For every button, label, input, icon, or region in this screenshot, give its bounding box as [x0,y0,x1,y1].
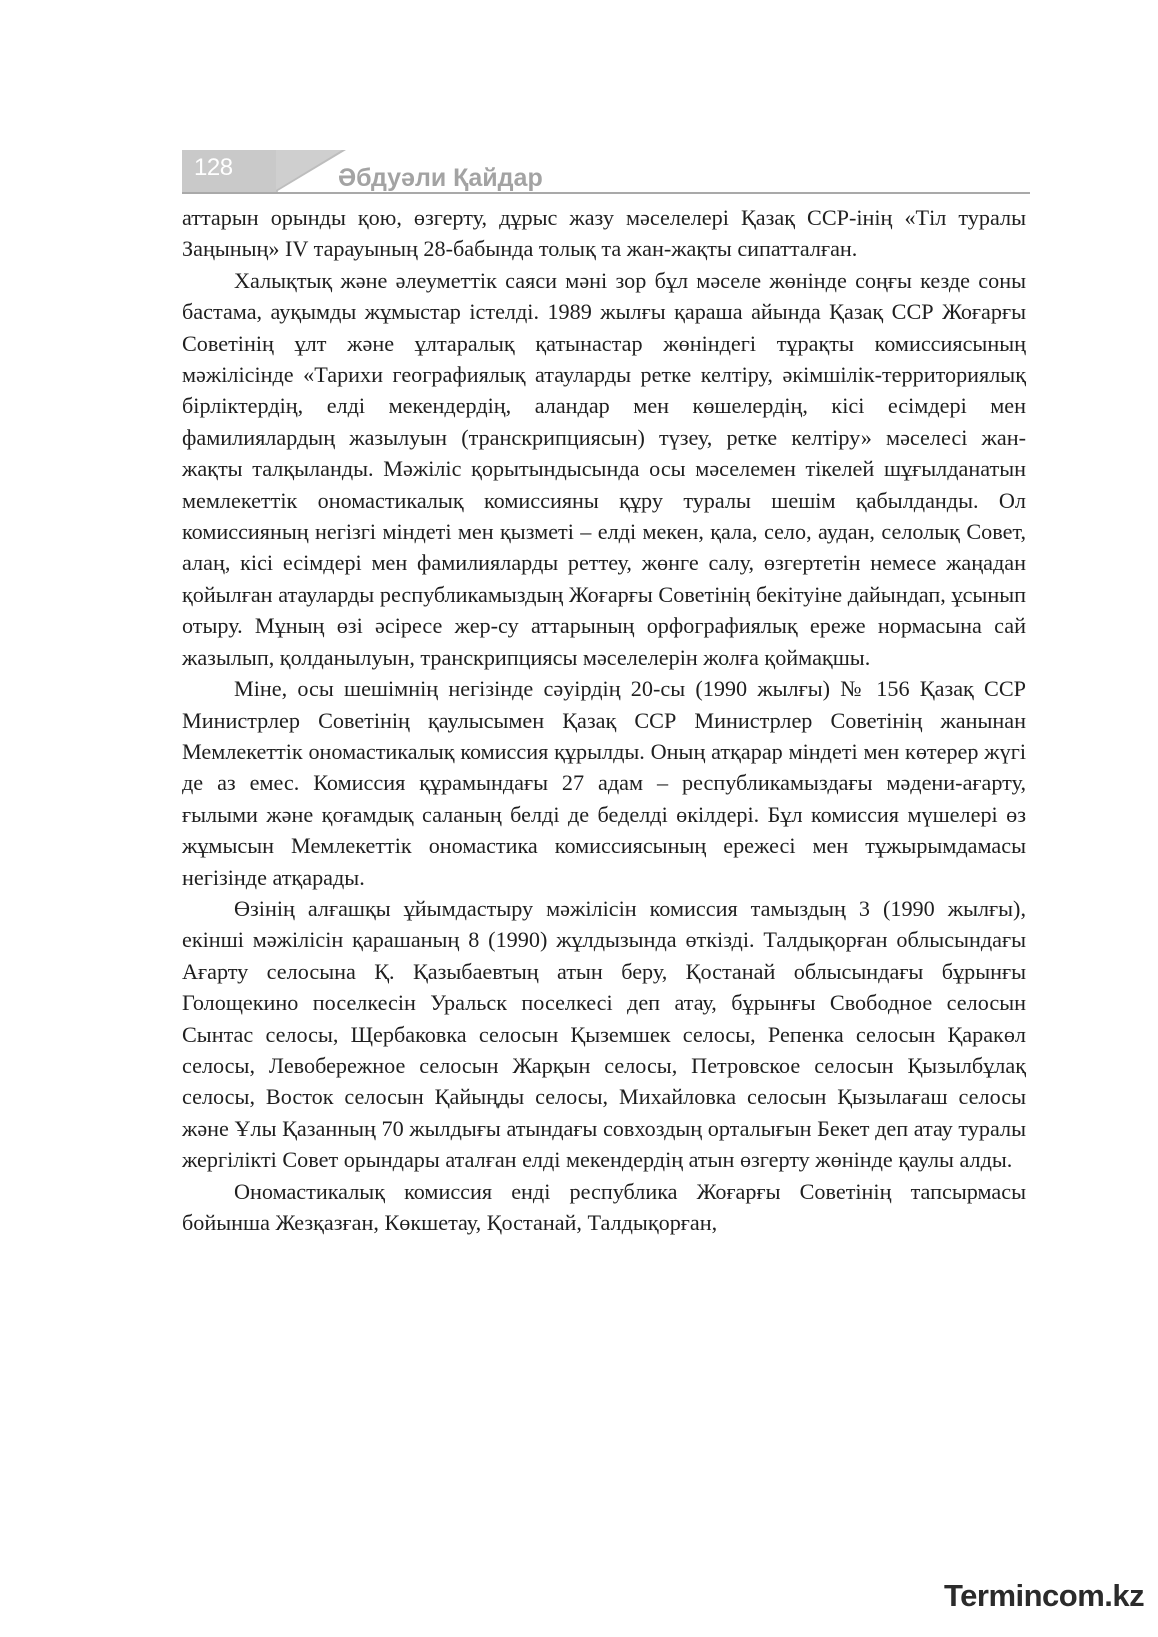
paragraph: Халықтық және әлеуметтік саяси мәні зор бұл мәселе жөнінде соңғы кезде соны бастама, ауқымды жұмыстар істелді. 1989 жылғы қараша айында Қазақ ССР Жоғарғы Советінің ұлт және ұлтаралық қатынастар жөніндегі тұрақты комиссиясының мәжілісінде «Тарихи географиялық атауларды ретке келтіру, әкімшілік-территориялық бірліктердің, елді мекендердің, аландар мен көшелердің, кісі есімдері мен фамилиялардың жазылуын (транскрипциясын) түзеу, ретке келтіру» мәселесі жан-жақты талқыланды. Мәжіліс қорытындысында осы мәселемен тікелей шұғылданатын мемлекеттік ономастикалық комиссияны құру туралы шешім қабылданды. Ол комиссияның негізгі міндеті мен қызметі – елді мекен, қала, село, аудан, селолық Совет, алаң, кісі есімдері мен фамилияларды реттеу, жөнге салу, өзгертетін немесе жаңадан қойылған атауларды республикамыздың Жоғарғы Советінің бекітуіне дайындап, ұсынып отыру. Мұның өзі әсіресе жер-су аттарының орфографиялық ереже нормасына сай жазылып, қолданылуын, транскрипциясы мәселелерін жолға қоймақшы. [182,267,1026,670]
paragraph-continuation: аттарын орынды қою, өзгерту, дұрыс жазу мәселелері Қазақ ССР-інің «Тіл туралы Заңының» IV тарауының 28-бабында толық та жан-жақты сипатталған. [182,205,1026,262]
header-triangle-inner-decoration [276,150,342,190]
body-text [182,202,1026,1238]
page-header [182,150,1030,196]
paragraph: Өзінің алғашқы ұйымдастыру мәжілісін комиссия тамыздың 3 (1990 жылғы), екінші мәжілісін қарашаның 8 (1990) жұлдызында өткізді. Талдықорған облысындағы Ағарту селосына Қ. Қазыбаевтың атын беру, Қостанай облысындағы бұрынғы Голощекино поселкесін Уральск поселкесі деп атау, бұрынғы Свободное селосын Сынтас селосы, Щербаковка селосын Қыземшек селосы, Репенка селосын Қаракөл селосы, Левобережное селосын Жарқын селосы, Петровское селосын Қызылбұлақ селосы, Восток селосын Қайыңды селосы, Михайловка селосын Қызылағаш селосы және Ұлы Қазанның 70 жылдығы атындағы совхоздың орталығын Бекет деп атау туралы жергілікті Совет орындары аталған елді мекендердің атын өзгерту жөнінде қаулы алды. [182,895,1026,1173]
paragraph: Міне, осы шешімнің негізінде сәуірдің 20-сы (1990 жылғы) № 156 Қазақ ССР Министрлер Советінің қаулысымен Қазақ ССР Министрлер Советінің жанынан Мемлекеттік ономастикалық комиссия құрылды. Оның атқарар міндеті мен көтерер жүгі де аз емес. Комиссия құрамындағы 27 адам – республикамыздағы мәдени-ағарту, ғылыми және қоғамдық саланың белді де беделді өкілдері. Бұл комиссия мүшелері өз жұмысын Мемлекеттік ономастика комиссиясының ережесі мен тұжырымдамасы негізінде атқарады. [182,676,1026,890]
page-number: 128 [194,154,233,181]
paragraph: Ономастикалық комиссия енді республика Жоғарғы Советінің тапсырмасы бойынша Жезқазған, Көкшетау, Қостанай, Талдықорған, [182,1178,1026,1235]
watermark-logo: Termincom.kz [944,1578,1145,1613]
header-rule [182,192,1030,194]
page-number-box [182,150,278,192]
running-head-author: Әбдуәли Қайдар [338,164,543,192]
